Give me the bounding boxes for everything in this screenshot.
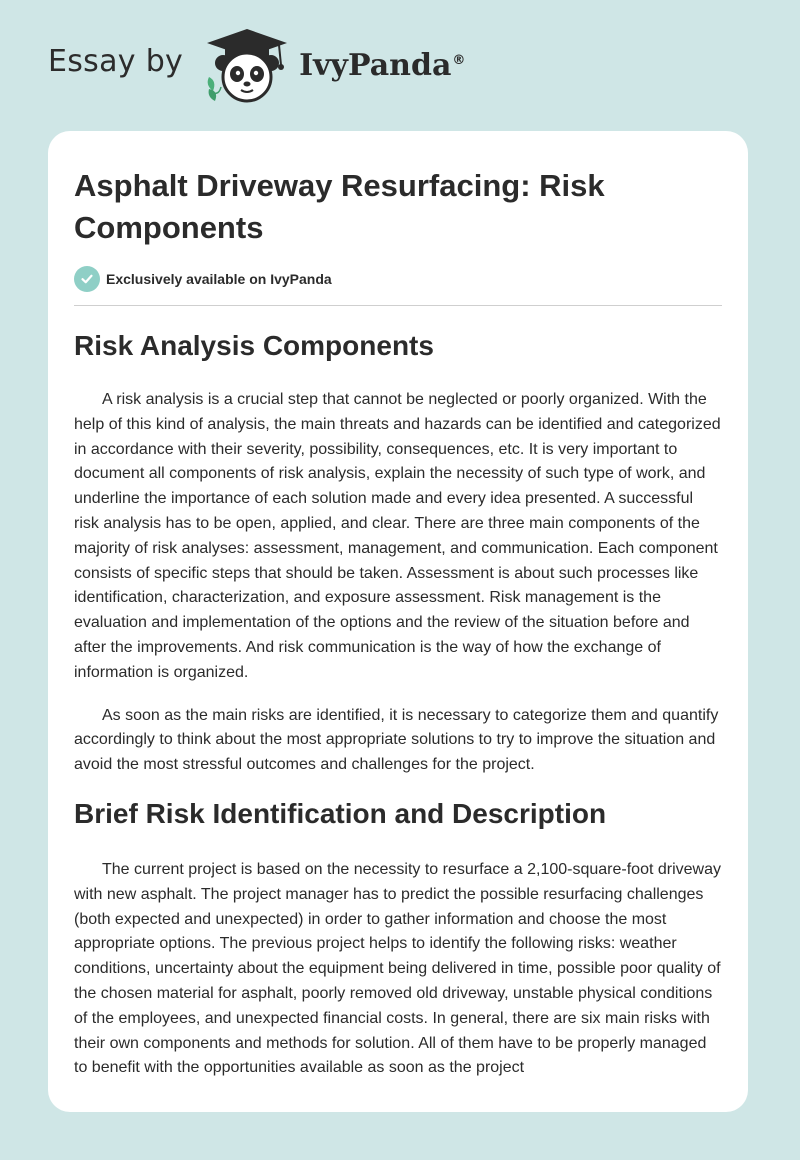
- site-header: [48, 30, 465, 110]
- brand-prefix: Essay by: [48, 43, 184, 79]
- ivypanda-logo-icon[interactable]: [199, 25, 295, 105]
- section-heading: Risk Analysis Components: [74, 330, 434, 361]
- page-title: Asphalt Driveway Resurfacing: Risk Components: [74, 168, 605, 245]
- essay-card: [48, 131, 748, 1112]
- registered-mark: ®: [452, 52, 466, 68]
- brand-name-text: IvyPanda: [299, 47, 452, 83]
- check-icon: [74, 266, 100, 292]
- exclusive-label: Exclusively available on IvyPanda: [106, 271, 332, 287]
- section-heading: Brief Risk Identification and Description: [74, 797, 607, 829]
- paragraph: As soon as the main risks are identified, it is necessary to categorize them and quantify accordingly to think about the most appropriate solutions to try to improve the situation and avoid the most stressful outcomes and challenges for the project.: [74, 706, 719, 774]
- exclusive-badge: [74, 265, 722, 293]
- title-divider: [74, 305, 722, 306]
- paragraph: A risk analysis is a crucial step that cannot be neglected or poorly organized. With the help of this kind of analysis, the main threats and hazards can be identified and categorized in accordance with their severity, possibility, consequences, etc. It is very important to document all components of risk analysis, explain the necessity of such type of work, and underline the importance of each solution made and every idea presented. A successful risk analysis has to be open, applied, and clear. There are three main components of the majority of risk analyses: assessment, management, and communication. Each component consists of specific steps that should be taken. Assessment is about such processes like identification, characterization, and exposure assessment. Risk management is the evaluation and implementation of the options and the review of the situation before and after the improvements. And risk communication is the way of how the exchange of information is organized.: [74, 391, 721, 681]
- paragraph: The current project is based on the necessity to resurface a 2,100-square-foot driveway with new asphalt. The project manager has to predict the possible resurfacing challenges (both expected and unexpected) in order to gather information and choose the most appropriate options. The previous project helps to identify the following risks: weather conditions, uncertainty about the equipment being delivered in time, possible poor quality of the chosen material for asphalt, poorly removed old driveway, unstable physical conditions of the employees, and unexpected financial costs. In general, there are six main risks with their own components and methods for solution. All of them have to be properly managed to benefit with the opportunities available as soon as the project: [74, 860, 721, 1077]
- brand-name: [299, 48, 465, 83]
